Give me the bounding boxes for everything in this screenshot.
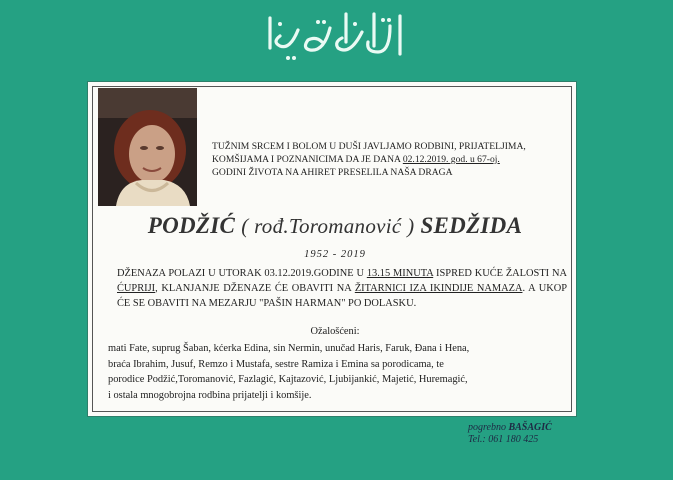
life-years: 1952 - 2019 — [304, 249, 366, 260]
intro-line-2-text: KOMŠIJAMA I POZNANICIMA DA JE DANA — [212, 154, 403, 165]
funeral-text-4: . A UKOP ĆE SE OBAVITI NA MEZARJU "PAŠIN HARMAN" PO DOLASKU. — [117, 283, 567, 309]
deceased-name — [100, 213, 570, 239]
intro-line-2 — [212, 153, 532, 166]
first-name: SEDŽIDA — [420, 213, 523, 238]
undertaker-stamp — [468, 422, 608, 446]
intro-line-3: GODINI ŽIVOTA NA AHIRET PRESELILA NAŠA DRAGA — [212, 167, 453, 178]
deceased-photo — [98, 88, 197, 206]
surname: PODŽIĆ — [147, 213, 236, 238]
mourners-line: i ostala mnogobrojna rodbina prijatelji i komšije. — [108, 389, 312, 401]
maiden-name: ( rođ.Toromanović ) — [241, 214, 415, 238]
announcement-intro — [212, 140, 532, 179]
undertaker-brand: BAŠAGIĆ — [508, 422, 552, 433]
funeral-details — [117, 266, 567, 311]
mourners-line: porodice Podžić,Toromanović, Fazlagić, Kajtazović, Ljubijankić, Majetić, Huremagić, — [108, 374, 468, 385]
mourners-list — [108, 341, 568, 403]
mourners-line: braća Ibrahim, Jusuf, Remzo i Mustafa, sestre Ramiza i Emina sa porodicama, te — [108, 358, 444, 370]
death-date: 02.12.2019. god. u 67-oj. — [402, 154, 500, 165]
funeral-text-3: , KLANJANJE DŽENAZE ĆE OBAVITI NA — [155, 283, 355, 294]
arabic-calligraphy-logo — [250, 6, 420, 68]
intro-line-1: TUŽNIM SRCEM I BOLOM U DUŠI JAVLJAMO RODBINI, PRIJATELJIMA, — [212, 141, 526, 152]
funeral-place-1: ĆUPRIJI — [117, 283, 156, 294]
undertaker-label: pogrebno — [468, 422, 509, 433]
funeral-text-1: DŽENAZA POLAZI U UTORAK 03.12.2019.GODINE U — [117, 268, 367, 279]
funeral-place-2: ŽITARNICI IZA IKINDIJE NAMAZA — [354, 283, 523, 294]
funeral-time: 13.15 MINUTA — [366, 268, 434, 279]
mourners-heading: Ožalošćeni: — [310, 326, 360, 337]
mourners-line: mati Fate, suprug Šaban, kćerka Edina, sin Nermin, unučad Haris, Faruk, Đana i Hena, — [108, 343, 470, 354]
undertaker-name — [468, 422, 608, 434]
funeral-text-2: ISPRED KUĆE ŽALOSTI NA — [433, 268, 567, 279]
undertaker-phone: Tel.: 061 180 425 — [468, 434, 539, 445]
